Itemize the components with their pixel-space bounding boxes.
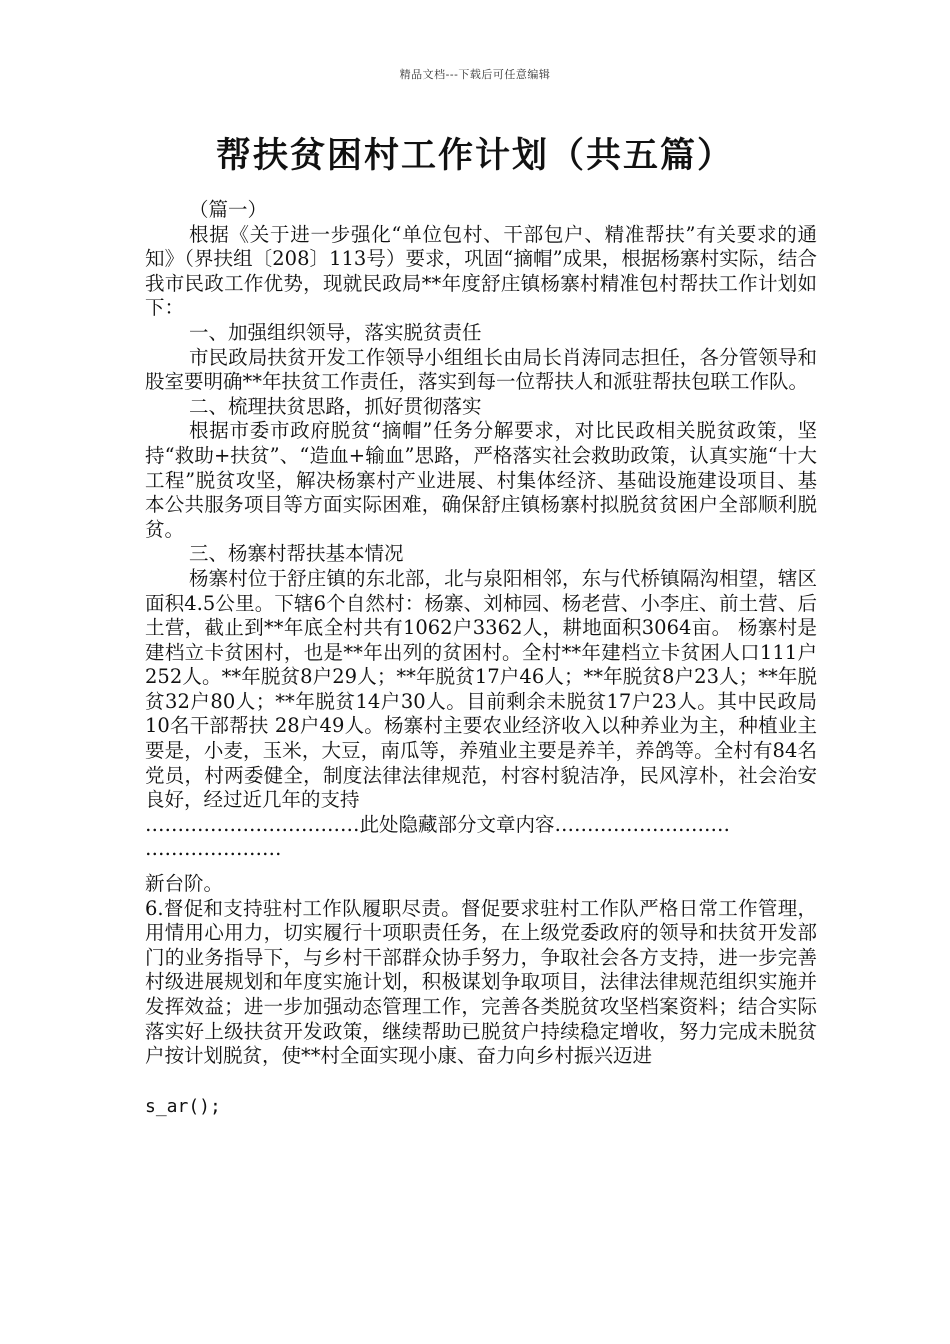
item-6-paragraph: 6.督促和支持驻村工作队履职尽责。督促要求驻村工作队严格日常工作管理，用情用心用力，切实履行十项职责任务，在上级党委政府的领导和扶贫开发部门的业务指导下，与乡村干部群众协手努力，争取社会各方支持，进一步完善村级进展规划和年度实施计划，积极谋划争取项目，法律法律规范组织实施并发挥效益；进一步加强动态管理工作，完善各类脱贫攻坚档案资料；结合实际落实好上级扶贫开发政策，继续帮助已脱贫户持续稳定增收，努力完成未脱贫户按计划脱贫，使**村全面实现小康、奋力向乡村振兴迈进 [145, 896, 817, 1068]
intro-paragraph: 根据《关于进一步强化“单位包村、干部包户、精准帮扶”有关要求的通知》（界扶组〔208〕113号）要求，巩固“摘帽”成果，根据杨寨村实际，结合我市民政工作优势，现就民政局**年度舒庄镇杨寨村精准包村帮扶工作计划如下： [145, 222, 817, 320]
section-body-2: 根据市委市政府脱贫“摘帽”任务分解要求，对比民政相关脱贫政策，坚持“救助+扶贫”、“造血+输血”思路，严格落实社会救助政策，认真实施“十大工程”脱贫攻坚，解决杨寨村产业进展、村集体经济、基础设施建设项目、基本公共服务项目等方面实际困难，确保舒庄镇杨寨村拟脱贫贫困户全部顺利脱贫。 [145, 419, 817, 541]
hidden-content-dots: ………………… [145, 837, 282, 861]
section-heading-2: 二、梳理扶贫思路，抓好贯彻落实 [189, 394, 482, 418]
section-heading-3: 三、杨寨村帮扶基本情况 [189, 542, 404, 566]
page-header-note: 精品文档---下载后可任意编辑 [399, 68, 551, 81]
part-label: （篇一） [189, 198, 268, 221]
section-body-3: 杨寨村位于舒庄镇的东北部，北与泉阳相邻，东与代桥镇隔沟相望，辖区面积4.5公里。下辖6个自然村：杨寨、刘柿园、杨老营、小李庄、前土营、后土营，截止到**年底全村共有1062户3362人，耕地面积3064亩。 杨寨村是建档立卡贫困村，也是**年出列的贫困村。全村**年建档立卡贫困人口111户252人。**年脱贫8户29人；**年脱贫17户46人；**年脱贫8户23人；**年脱贫32户80人；**年脱贫14户30人。目前剩余未脱贫17户23人。其中民政局10名干部帮扶 28户49人。杨寨村主要农业经济收入以种养业为主，种植业主要是，小麦，玉米，大豆，南瓜等，养殖业主要是养羊，养鸽等。全村有84名党员，村两委健全，制度法律法律规范，村容村貌洁净，民风淳朴，社会治安良好，经过近几年的支持 [145, 566, 817, 812]
continuation-text: 新台阶。 [145, 872, 224, 896]
document-body [145, 198, 817, 1119]
hidden-content-notice: ……………………………此处隐藏部分文章内容……………………… [145, 812, 731, 836]
section-body-1: 市民政局扶贫开发工作领导小组组长由局长肖涛同志担任，各分管领导和股室要明确**年扶贫工作责任，落实到每一位帮扶人和派驻帮扶包联工作队。 [145, 345, 817, 394]
script-code-line: s_ar(); [145, 1095, 221, 1117]
document-title: 帮扶贫困村工作计划（共五篇） [215, 136, 734, 176]
section-heading-1: 一、加强组织领导，落实脱贫责任 [189, 320, 482, 344]
